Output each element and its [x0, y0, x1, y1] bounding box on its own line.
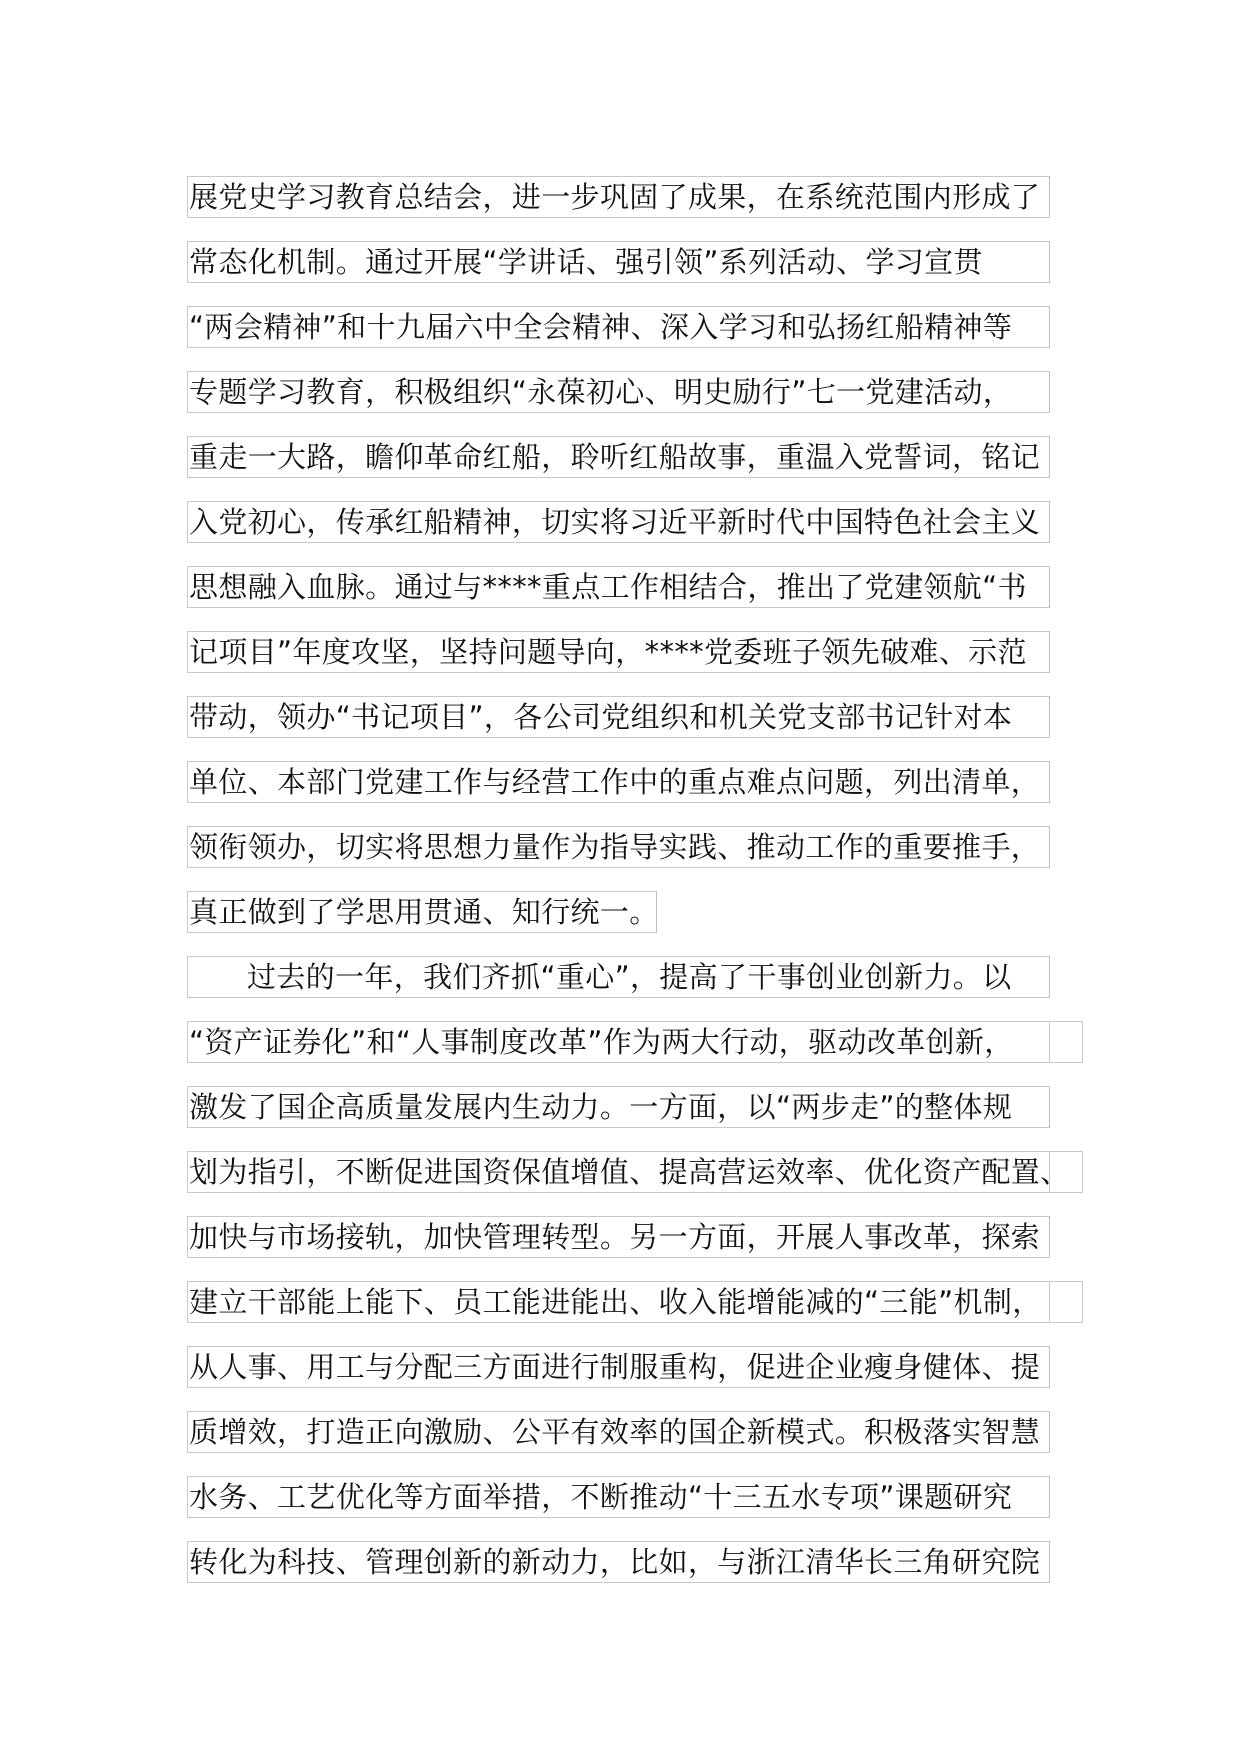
text-line	[187, 560, 1087, 625]
line-text: 单位、本部门党建工作与经营工作中的重点难点问题，列出清单，	[189, 765, 1041, 799]
text-line	[187, 1080, 1087, 1145]
body-text	[187, 170, 1087, 1600]
text-line	[187, 365, 1087, 430]
text-line	[187, 1145, 1087, 1210]
line-text: 加快与市场接轨，加快管理转型。另一方面，开展人事改革，探索	[189, 1220, 1041, 1254]
text-line	[187, 755, 1087, 820]
paragraph-first-line	[187, 950, 1087, 1015]
line-text: 激发了国企高质量发展内生动力。一方面，以“两步走”的整体规	[189, 1090, 1013, 1124]
line-text: 重走一大路，瞻仰革命红船，聆听红船故事，重温入党誓词，铭记	[189, 440, 1041, 474]
line-text: 水务、工艺优化等方面举措，不断推动“十三五水专项”课题研究	[189, 1480, 1013, 1514]
text-line	[187, 820, 1087, 885]
text-line	[187, 1470, 1087, 1535]
line-text: 带动，领办“书记项目”，各公司党组织和机关党支部书记针对本	[189, 700, 1013, 734]
text-line	[187, 495, 1087, 560]
text-line	[187, 885, 1087, 950]
text-line	[187, 235, 1087, 300]
text-line	[187, 170, 1087, 235]
line-text: “资产证券化”和“人事制度改革”作为两大行动，驱动改革创新，	[189, 1025, 1014, 1059]
line-text: 记项目”年度攻坚，坚持问题导向，****党委班子领先破难、示范	[189, 635, 1027, 669]
text-line	[187, 300, 1087, 365]
line-text: 思想融入血脉。通过与****重点工作相结合，推出了党建领航“书	[189, 570, 1027, 604]
text-line	[187, 430, 1087, 495]
line-text: 展党史学习教育总结会，进一步巩固了成果，在系统范围内形成了	[189, 180, 1041, 214]
text-line	[187, 1275, 1087, 1340]
text-line	[187, 690, 1087, 755]
text-line	[187, 1015, 1087, 1080]
text-line	[187, 625, 1087, 690]
line-text: “两会精神”和十九届六中全会精神、深入学习和弘扬红船精神等	[189, 310, 1013, 344]
text-line	[187, 1340, 1087, 1405]
line-text: 质增效，打造正向激励、公平有效率的国企新模式。积极落实智慧	[189, 1415, 1041, 1449]
line-text: 领衔领办，切实将思想力量作为指导实践、推动工作的重要推手，	[189, 830, 1041, 864]
text-line	[187, 1405, 1087, 1470]
text-line	[187, 1535, 1087, 1600]
text-line	[187, 1210, 1087, 1275]
overflow-frame	[1049, 1281, 1083, 1323]
line-text: 真正做到了学思用贯通、知行统一。	[189, 895, 659, 929]
line-text: 划为指引，不断促进国资保值增值、提高营运效率、优化资产配置、	[189, 1155, 1070, 1189]
line-text: 专题学习教育，积极组织“永葆初心、明史励行”七一党建活动，	[189, 375, 1013, 409]
line-text: 转化为科技、管理创新的新动力，比如，与浙江清华长三角研究院	[189, 1545, 1041, 1579]
overflow-frame	[1049, 1021, 1083, 1063]
line-text: 过去的一年，我们齐抓“重心”，提高了干事创业创新力。以	[247, 960, 1012, 994]
line-text: 建立干部能上能下、员工能进能出、收入能增能减的“三能”机制，	[189, 1285, 1042, 1319]
line-text: 从人事、用工与分配三方面进行制服重构，促进企业瘦身健体、提	[189, 1350, 1041, 1384]
line-text: 常态化机制。通过开展“学讲话、强引领”系列活动、学习宣贯	[189, 245, 983, 279]
line-text: 入党初心，传承红船精神，切实将习近平新时代中国特色社会主义	[189, 505, 1041, 539]
